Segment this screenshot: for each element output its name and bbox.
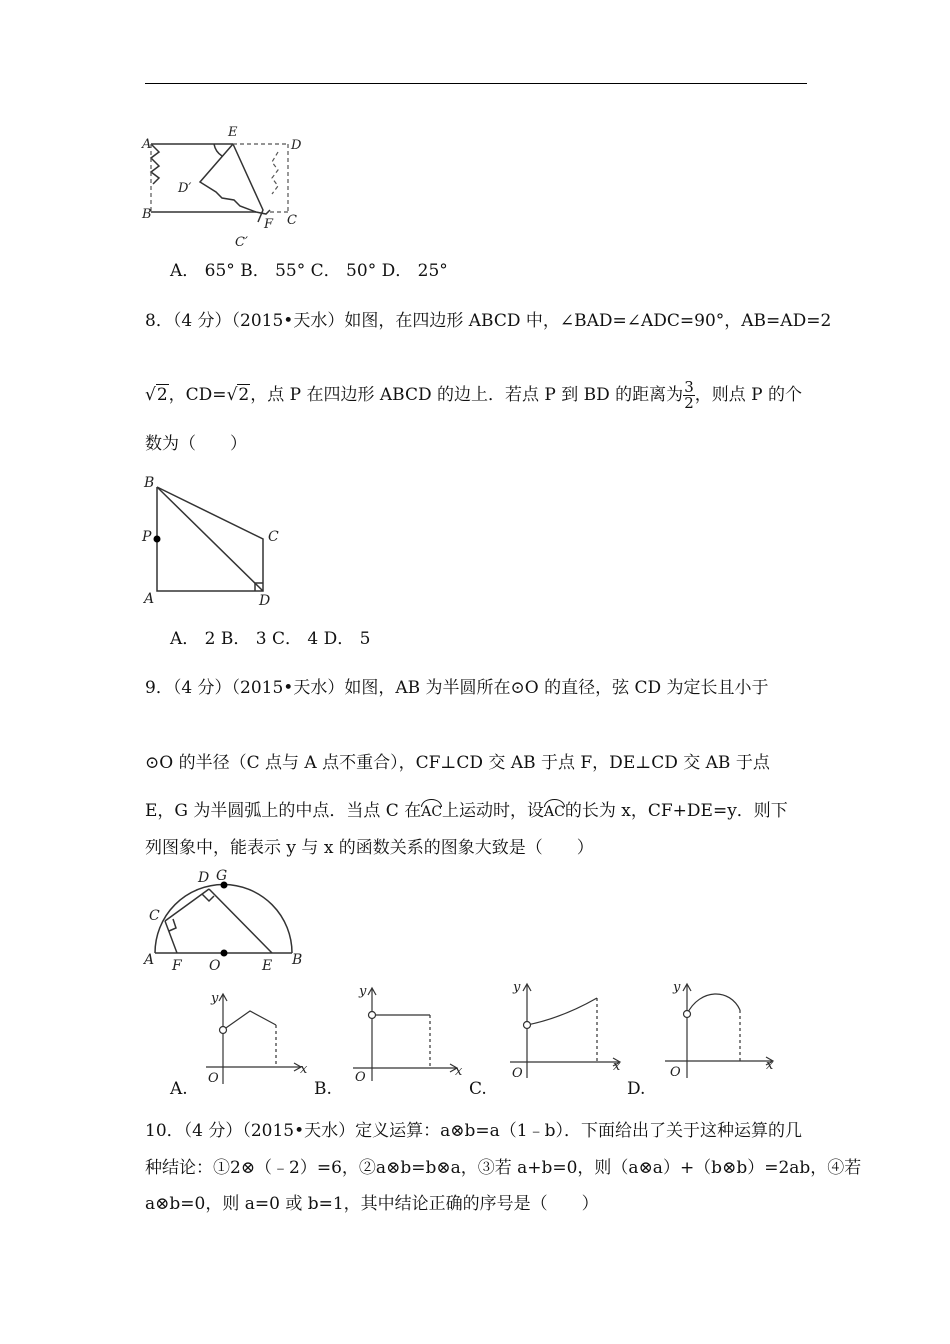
fraction: $\frac{3}{2}$ [684,378,694,412]
arc-notation: AC [544,799,565,821]
graph-d-origin-label: O [670,1065,681,1080]
q9-graph-d [660,978,780,1084]
graph-a-y-label: y [211,991,219,1006]
q7-label-C: C [287,213,297,228]
graph-b-origin-label: O [355,1070,366,1085]
q8-line2: √2，CD=√2，点 P 在四边形 ABCD 的边上．若点 P 到 BD 的距离为 $\frac{3}{2}$ ，则点 P 的个 [145,378,802,412]
q9-line2: ⊙O 的半径（C 点与 A 点不重合），CF⊥CD 交 AB 于点 F，DE⊥CD 交 AB 于点 [145,753,770,773]
q9-graph-c [502,978,627,1084]
q9-label-A: A [144,952,155,968]
q8-label-A: A [144,591,155,607]
arc-notation: AC [421,799,442,821]
q9-label-C: C [149,908,160,924]
q9-label-E: E [262,958,273,974]
graph-b-x-label: x [455,1064,463,1079]
graph-c-y-label: y [513,980,521,995]
q9-graph-b [345,983,470,1087]
q8-figure [138,472,288,612]
q7-figure [138,122,318,250]
graph-d-y-label: y [673,980,681,995]
sqrt-expression: √2 [226,385,250,405]
q7-label-Cprime: C′ [235,235,248,250]
graph-c-x-label: x [613,1059,621,1074]
q10-line3: a⊗b=0，则 a=0 或 b=1，其中结论正确的序号是（ ） [145,1194,599,1214]
q8-label-C: C [268,529,279,545]
q7-label-Dprime: D′ [178,181,192,196]
q7-label-D: D [291,138,302,153]
graph-a-x-label: x [300,1062,308,1077]
q9-label-B: B [292,952,303,968]
q8-label-D: D [259,593,271,609]
q7-options: A． 65° B． 55° C． 50° D． 25° [170,261,448,281]
q8-label-P: P [142,529,152,545]
q9-figure [140,866,310,974]
q9-label-D: D [198,870,210,886]
header-rule [145,83,807,84]
q9-label-G: G [216,868,228,884]
q7-label-A: A [142,137,152,152]
graph-c-origin-label: O [512,1066,523,1081]
q9-option-d: D. [627,1079,646,1099]
q9-label-F: F [172,958,182,974]
q9-label-O: O [209,958,221,974]
q7-label-E: E [228,125,238,140]
q9-graph-a [196,986,312,1090]
q8-line1: 8．（4 分）（2015•天水）如图，在四边形 ABCD 中，∠BAD=∠ADC=90°，AB=AD=2 [145,311,832,331]
q8-options: A． 2 B． 3 C． 4 D． 5 [170,629,371,649]
graph-b-y-label: y [359,984,367,999]
graph-d-x-label: x [766,1058,774,1073]
q9-option-b: B. [314,1079,332,1099]
sqrt-expression: √2 [145,385,168,405]
q9-option-c: C. [469,1079,487,1099]
q9-line1: 9．（4 分）（2015•天水）如图，AB 为半圆所在⊙O 的直径，弦 CD 为定长且小于 [145,678,769,698]
q8-label-B: B [144,475,155,491]
q9-line3: E，G 为半圆弧上的中点．当点 C 在AC上运动时，设AC的长为 x，CF+DE=y．则下 [145,801,788,821]
q10-line2: 种结论：①2⊗（﹣2）=6，②a⊗b=b⊗a，③若 a+b=0，则（a⊗a）+（b⊗b）=2ab，④若 [145,1158,862,1178]
q10-line1: 10．（4 分）（2015•天水）定义运算：a⊗b=a（1﹣b）．下面给出了关于这种运算的几 [145,1121,802,1141]
q7-label-F: F [264,217,274,232]
q8-line3: 数为（ ） [145,434,247,454]
q9-line4: 列图象中，能表示 y 与 x 的函数关系的图象大致是（ ） [145,838,594,858]
q7-label-B: B [142,207,152,222]
q9-option-a: A. [170,1079,188,1099]
graph-a-origin-label: O [208,1071,219,1086]
